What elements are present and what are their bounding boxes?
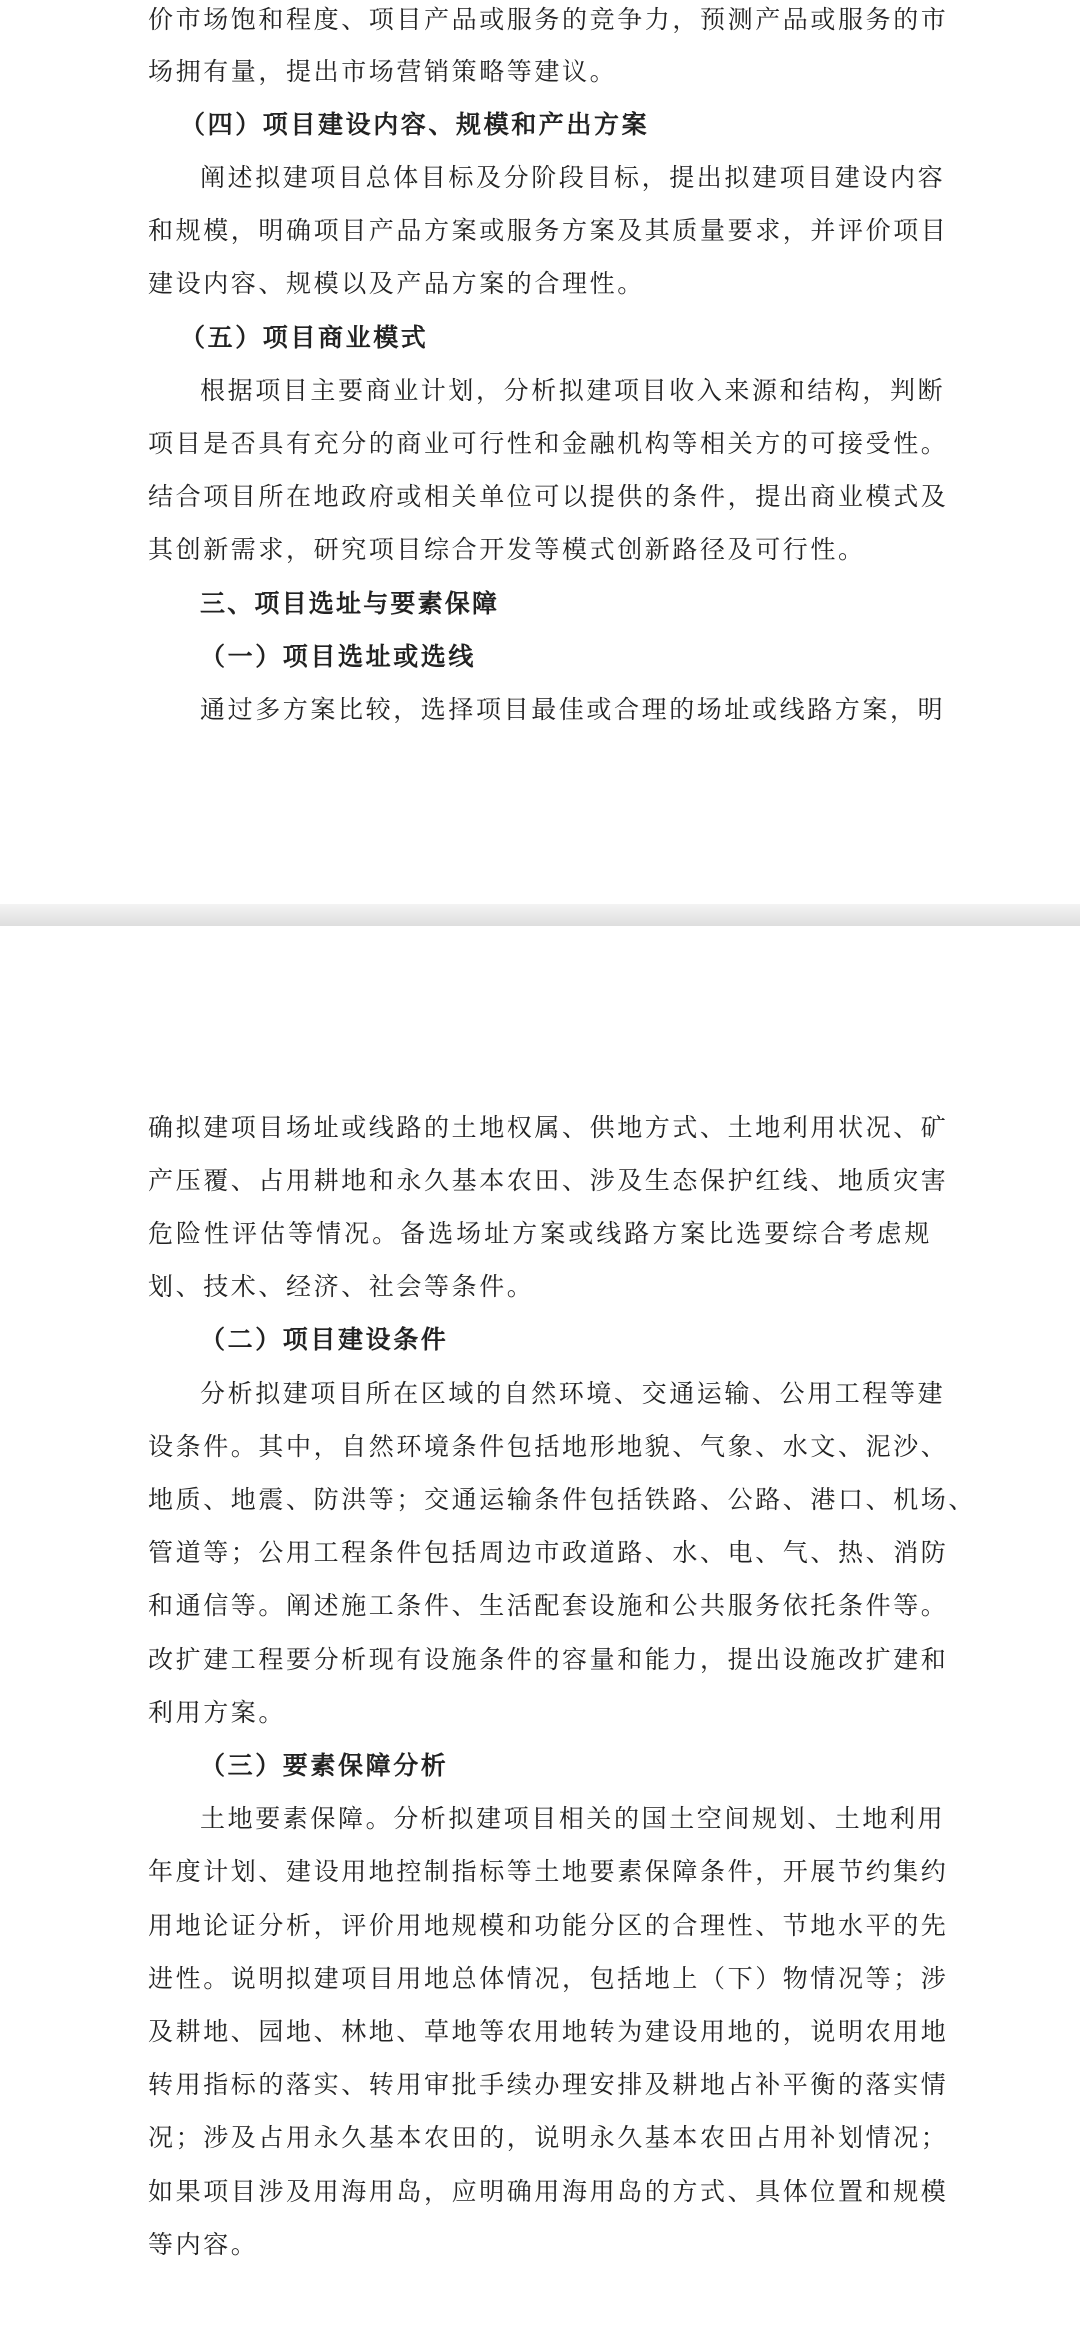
paragraph-line: 及耕地、园地、林地、草地等农用地转为建设用地的，说明农用地: [148, 2017, 949, 2046]
paragraph-line: 进性。说明拟建项目用地总体情况，包括地上（下）物情况等；涉: [148, 1964, 949, 1993]
section-heading: （三）要素保障分析: [200, 1751, 449, 1780]
section-heading: （四）项目建设内容、规模和产出方案: [180, 110, 650, 139]
paragraph-line: 地质、地震、防洪等；交通运输条件包括铁路、公路、港口、机场、: [148, 1485, 977, 1514]
page-separator: [0, 904, 1080, 926]
paragraph-line: 建设内容、规模以及产品方案的合理性。: [148, 269, 645, 298]
paragraph-line: 分析拟建项目所在区域的自然环境、交通运输、公用工程等建: [200, 1379, 946, 1408]
paragraph-line: 和通信等。阐述施工条件、生活配套设施和公共服务依托条件等。: [148, 1591, 949, 1620]
paragraph-line: 设条件。其中，自然环境条件包括地形地貌、气象、水文、泥沙、: [148, 1432, 949, 1461]
document-page-2: [0, 926, 1080, 2341]
paragraph-line: 通过多方案比较，选择项目最佳或合理的场址或线路方案，明: [200, 695, 946, 724]
paragraph-line: 产压覆、占用耕地和永久基本农田、涉及生态保护红线、地质灾害: [148, 1166, 949, 1195]
paragraph-line: 改扩建工程要分析现有设施条件的容量和能力，提出设施改扩建和: [148, 1645, 949, 1674]
paragraph-line: 场拥有量，提出市场营销策略等建议。: [148, 57, 618, 86]
paragraph-line: 等内容。: [148, 2230, 259, 2259]
paragraph-line: 项目是否具有充分的商业可行性和金融机构等相关方的可接受性。: [148, 429, 949, 458]
paragraph-line: 和规模，明确项目产品方案或服务方案及其质量要求，并评价项目: [148, 216, 949, 245]
paragraph-line: 用地论证分析，评价用地规模和功能分区的合理性、节地水平的先: [148, 1911, 949, 1940]
paragraph-line: 其创新需求，研究项目综合开发等模式创新路径及可行性。: [148, 535, 866, 564]
paragraph-line: 转用指标的落实、转用审批手续办理安排及耕地占补平衡的落实情: [148, 2070, 949, 2099]
paragraph-line: 根据项目主要商业计划，分析拟建项目收入来源和结构，判断: [200, 376, 946, 405]
paragraph-line: 土地要素保障。分析拟建项目相关的国土空间规划、土地利用: [200, 1804, 946, 1833]
paragraph-line: 如果项目涉及用海用岛，应明确用海用岛的方式、具体位置和规模: [148, 2177, 949, 2206]
section-heading: （五）项目商业模式: [180, 323, 429, 352]
paragraph-line: 年度计划、建设用地控制指标等土地要素保障条件，开展节约集约: [148, 1857, 949, 1886]
paragraph-line: 阐述拟建项目总体目标及分阶段目标，提出拟建项目建设内容: [200, 163, 946, 192]
paragraph-line: 危险性评估等情况。备选场址方案或线路方案比选要综合考虑规: [148, 1219, 932, 1248]
paragraph-line: 价市场饱和程度、项目产品或服务的竞争力，预测产品或服务的市: [148, 5, 949, 34]
document-page-1: [0, 0, 1080, 904]
section-heading: （一）项目选址或选线: [200, 642, 477, 671]
paragraph-line: 利用方案。: [148, 1698, 287, 1727]
paragraph-line: 结合项目所在地政府或相关单位可以提供的条件，提出商业模式及: [148, 482, 949, 511]
paragraph-line: 划、技术、经济、社会等条件。: [148, 1272, 535, 1301]
chapter-heading: 三、项目选址与要素保障: [200, 589, 500, 618]
paragraph-line: 确拟建项目场址或线路的土地权属、供地方式、土地利用状况、矿: [148, 1113, 949, 1142]
paragraph-line: 管道等；公用工程条件包括周边市政道路、水、电、气、热、消防: [148, 1538, 949, 1567]
section-heading: （二）项目建设条件: [200, 1325, 449, 1354]
paragraph-line: 况；涉及占用永久基本农田的，说明永久基本农田占用补划情况；: [148, 2123, 949, 2152]
